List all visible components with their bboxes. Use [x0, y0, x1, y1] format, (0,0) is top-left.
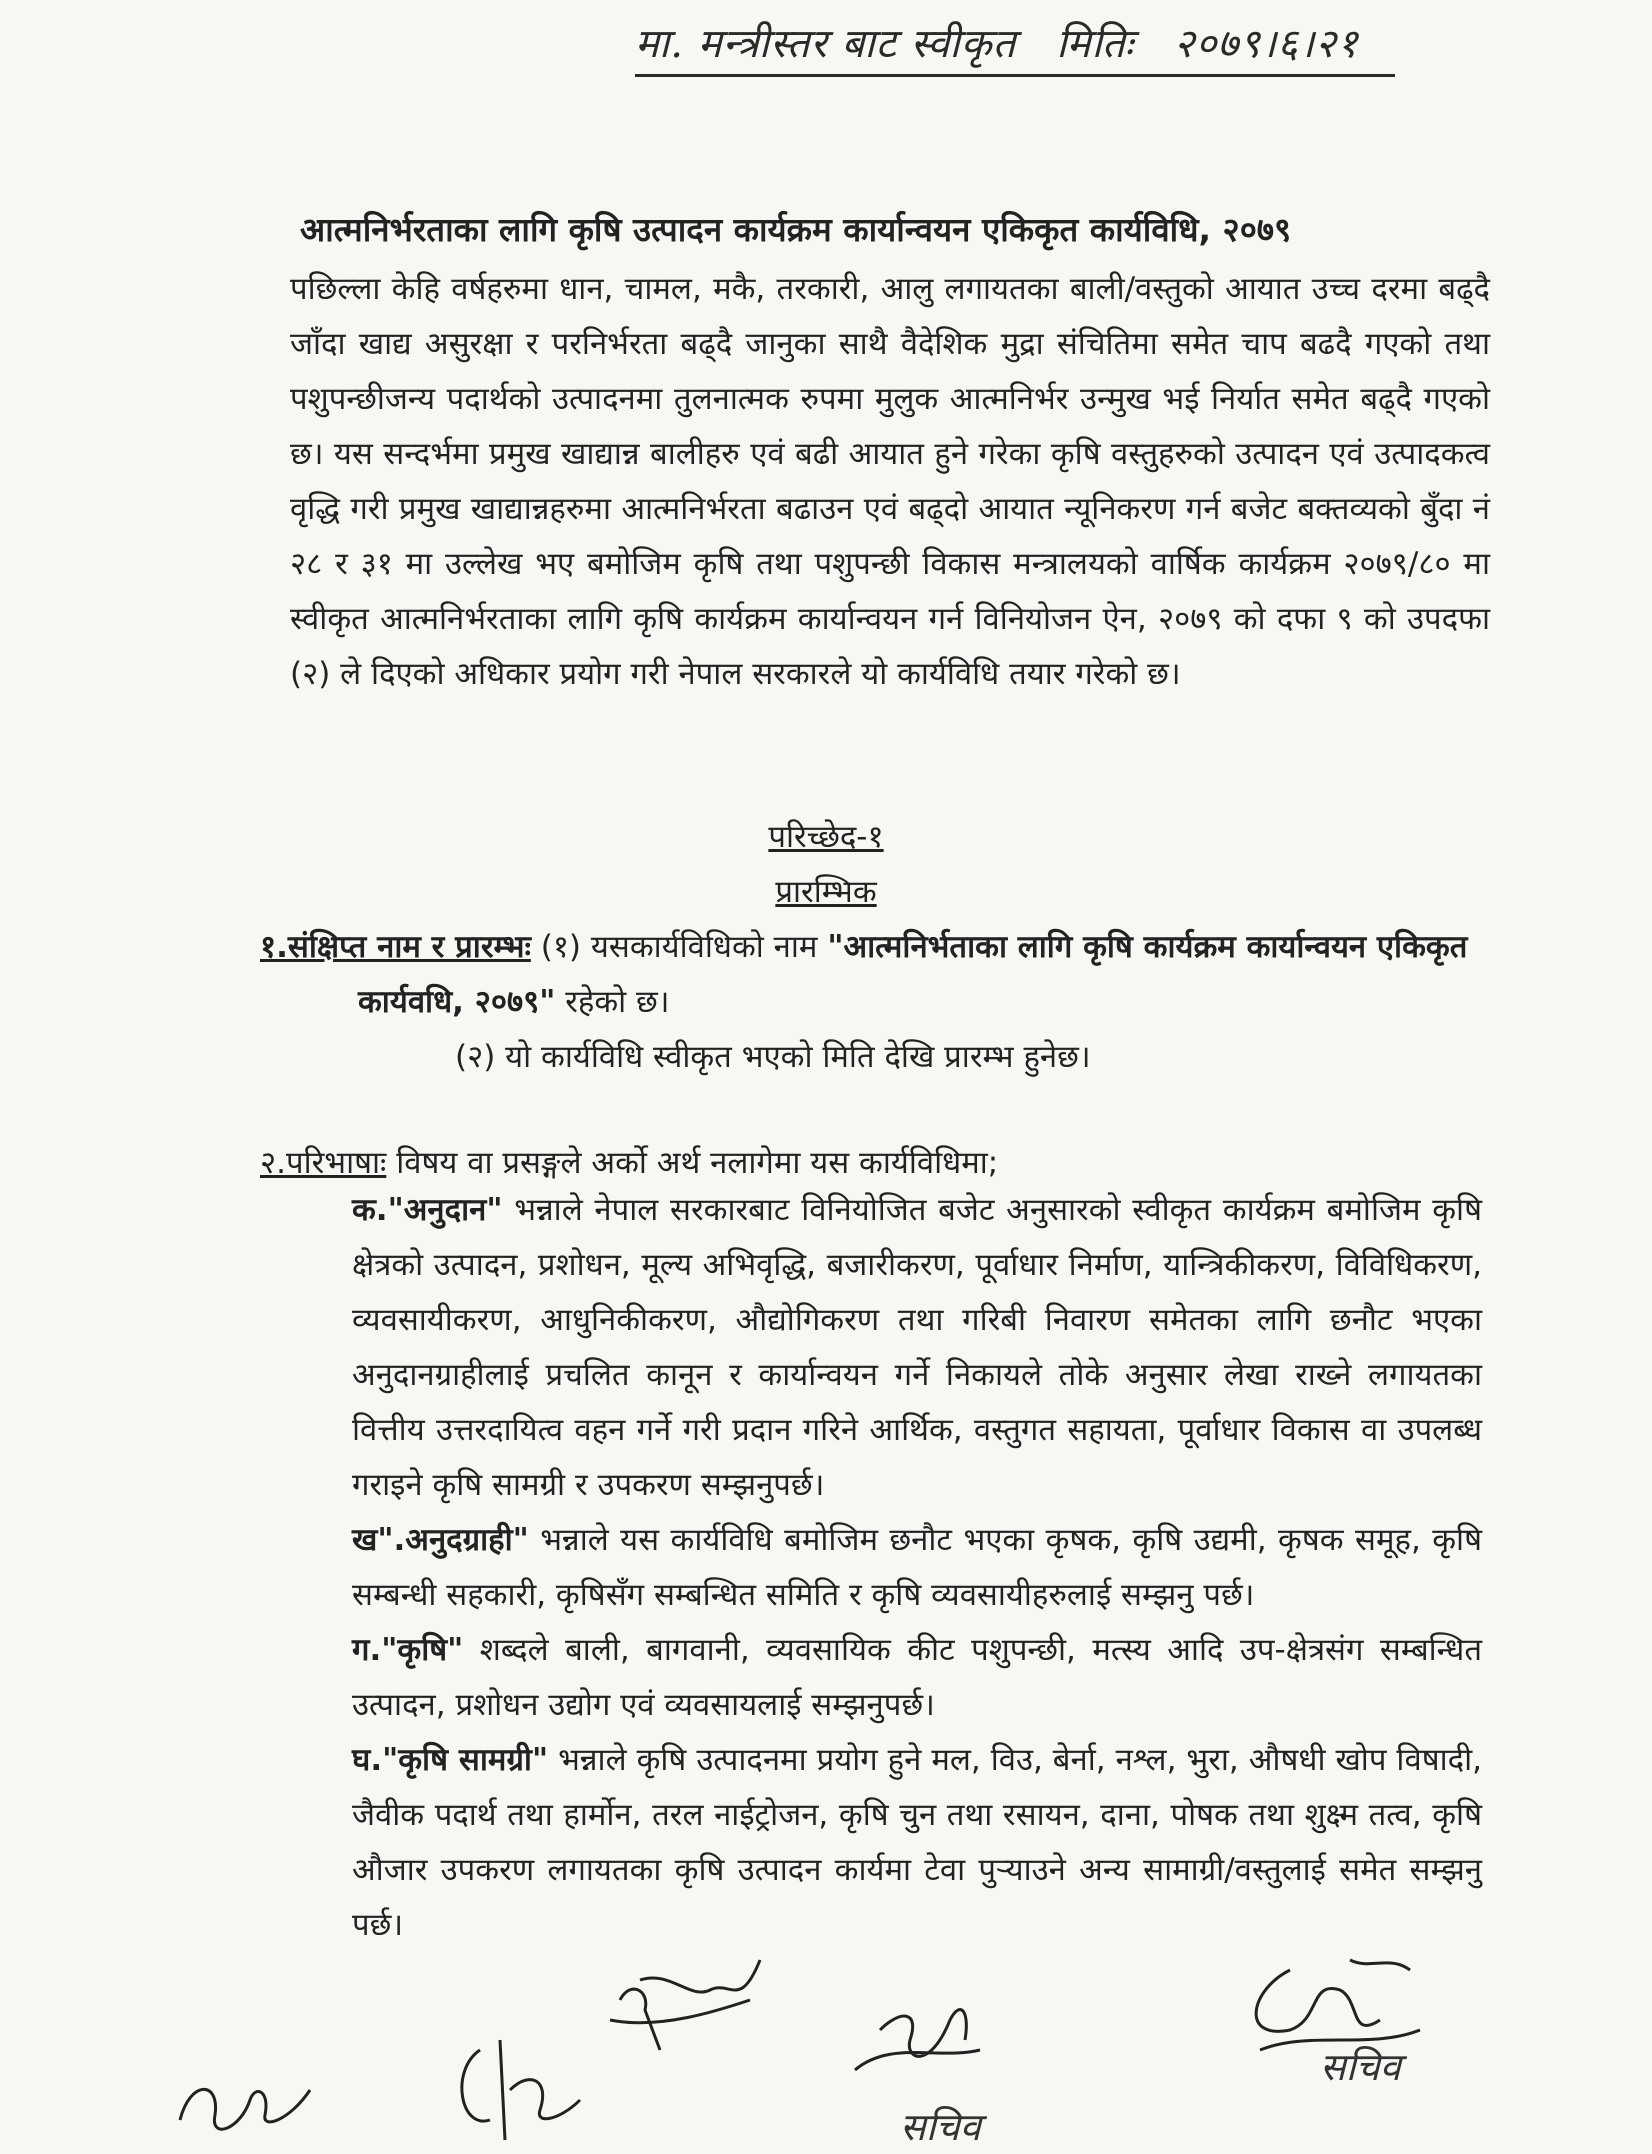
signature-4	[850, 1980, 1010, 2149]
signature-5-label: सचिव	[1320, 2045, 1401, 2089]
definition-item	[352, 1183, 1482, 1513]
signature-area	[0, 1940, 1652, 2152]
chapter-number-text: परिच्छेद-१	[768, 819, 884, 855]
definition-term: घ."कृषि सामग्री"	[352, 1742, 549, 1778]
signature-3-mark	[600, 1940, 770, 2070]
signature-2	[440, 2030, 590, 2154]
procedure-name-line-2: कार्यवधि, २०७९"	[358, 984, 556, 1020]
signature-3	[600, 1940, 770, 2074]
definition-item	[352, 1733, 1482, 1953]
section-1-heading: १.संक्षिप्त नाम र प्रारम्भः	[260, 929, 531, 965]
definition-text: भन्नाले यस कार्यविधि बमोजिम छनौट भएका कृषक, कृषि उद्यमी, कृषक समूह, कृषि सम्बन्धी सहकारी, कृषिसँग सम्बन्धित समिति र कृषि व्यवसायीहरुलाई सम्झनु पर्छ।	[352, 1522, 1482, 1613]
approval-note	[635, 14, 1395, 77]
section-1-line-1	[260, 920, 1490, 975]
definition-item	[352, 1513, 1482, 1623]
definition-term: ख".अनुदग्राही"	[352, 1522, 529, 1558]
clause-1-prefix: (१) यसकार्यविधिको नाम	[540, 929, 818, 965]
signature-2-mark	[440, 2030, 590, 2150]
clause-2: (२) यो कार्यविधि स्वीकृत भएको मिति देखि प्रारम्भ हुनेछ।	[455, 1039, 1091, 1075]
section-1	[260, 920, 1490, 1085]
definition-text: भन्नाले नेपाल सरकारबाट विनियोजित बजेट अनुसारको स्वीकृत कार्यक्रम बमोजिम कृषि क्षेत्रको उत्पादन, प्रशोधन, मूल्य अभिवृद्धि, बजारीकरण, पूर्वाधार निर्माण, यान्त्रिकीकरण, विविधिकरण, व्यवसायीकरण, आधुनिकीकरण, औद्योगिकरण तथा गरिबी निवारण समेतका लागि छनौट भएका अनुदानग्राहीलाई प्रचलित कानून र कार्यान्वयन गर्ने निकायले तोके अनुसार लेखा राख्ने लगायतका वित्तीय उत्तरदायित्व वहन गर्ने गरी प्रदान गरिने आर्थिक, वस्तुगत सहायता, पूर्वाधार विकास वा उपलब्ध गराइने कृषि सामग्री र उपकरण सम्झनुपर्छ।	[352, 1192, 1482, 1503]
procedure-name-line-1: "आत्मनिर्भताका लागि कृषि कार्यक्रम कार्यान्वयन एकिकृत	[827, 929, 1468, 965]
definitions-list	[352, 1183, 1482, 1953]
signature-1	[170, 2060, 330, 2154]
approval-date-label: मितिः	[1056, 21, 1134, 67]
definition-text: शब्दले बाली, बागवानी, व्यवसायिक कीट पशुपन्छी, मत्स्य आदि उप-क्षेत्रसंग सम्बन्धित उत्पादन, प्रशोधन उद्योग एवं व्यवसायलाई सम्झनुपर्छ।	[352, 1632, 1482, 1723]
document-title: आत्मनिर्भरताका लागि कृषि उत्पादन कार्यक्रम कार्यान्वयन एकिकृत कार्यविधि, २०७९	[300, 210, 1292, 249]
chapter-number	[0, 815, 1652, 857]
signature-4-label: सचिव	[900, 2105, 981, 2149]
clause-1-suffix: रहेको छ।	[565, 984, 670, 1020]
approval-text: मा. मन्त्रीस्तर बाट स्वीकृत	[635, 21, 1017, 67]
signature-5	[1230, 1950, 1430, 2089]
chapter-name	[0, 870, 1652, 912]
definition-text: भन्नाले कृषि उत्पादनमा प्रयोग हुने मल, विउ, बेर्ना, नश्ल, भुरा, औषधी खोप विषादी, जैवीक पदार्थ तथा हार्मोन, तरल नाईट्रोजन, कृषि चुन तथा रसायन, दाना, पोषक तथा शुक्ष्म तत्व, कृषि औजार उपकरण लगायतका कृषि उत्पादन कार्यमा टेवा पुर्‍याउने अन्य सामाग्री/वस्तुलाई समेत सम्झनु पर्छ।	[352, 1742, 1482, 1943]
section-2-heading: २.परिभाषाः	[260, 1145, 387, 1181]
preamble-paragraph: पछिल्ला केहि वर्षहरुमा धान, चामल, मकै, तरकारी, आलु लगायतका बाली/वस्तुको आयात उच्च दरमा बढ्दै जाँदा खाद्य असुरक्षा र परनिर्भरता बढ्दै जानुका साथै वैदेशिक मुद्रा संचितिमा समेत चाप बढदै गएको तथा पशुपन्छीजन्य पदार्थको उत्पादनमा तुलनात्मक रुपमा मुलुक आत्मनिर्भर उन्मुख भई निर्यात समेत बढ्दै गएको छ। यस सन्दर्भमा प्रमुख खाद्यान्न बालीहरु एवं बढी आयात हुने गरेका कृषि वस्तुहरुको उत्पादन एवं उत्पादकत्व वृद्धि गरी प्रमुख खाद्यान्नहरुमा आत्मनिर्भरता बढाउन एवं बढ्दो आयात न्यूनिकरण गर्न बजेट बक्तव्यको बुँदा नं २८ र ३१ मा उल्लेख भए बमोजिम कृषि तथा पशुपन्छी विकास मन्त्रालयको वार्षिक कार्यक्रम २०७९/८० मा स्वीकृत आत्मनिर्भरताका लागि कृषि कार्यक्रम कार्यान्वयन गर्न विनियोजन ऐन, २०७९ को दफा ९ को उपदफा (२) ले दिएको अधिकार प्रयोग गरी नेपाल सरकारले यो कार्यविधि तयार गरेको छ।	[290, 271, 1490, 692]
signature-4-mark	[850, 1980, 1010, 2080]
approval-date: २०७९।६।२१	[1173, 21, 1359, 67]
definition-term: क."अनुदान"	[352, 1192, 503, 1228]
signature-1-mark	[170, 2060, 330, 2150]
definition-term: ग."कृषि"	[352, 1632, 464, 1668]
section-2-intro: विषय वा प्रसङ्गले अर्को अर्थ नलागेमा यस कार्यविधिमा;	[396, 1145, 999, 1181]
definition-item	[352, 1623, 1482, 1733]
chapter-name-text: प्रारम्भिक	[775, 874, 877, 910]
section-1-line-2	[260, 975, 1490, 1030]
